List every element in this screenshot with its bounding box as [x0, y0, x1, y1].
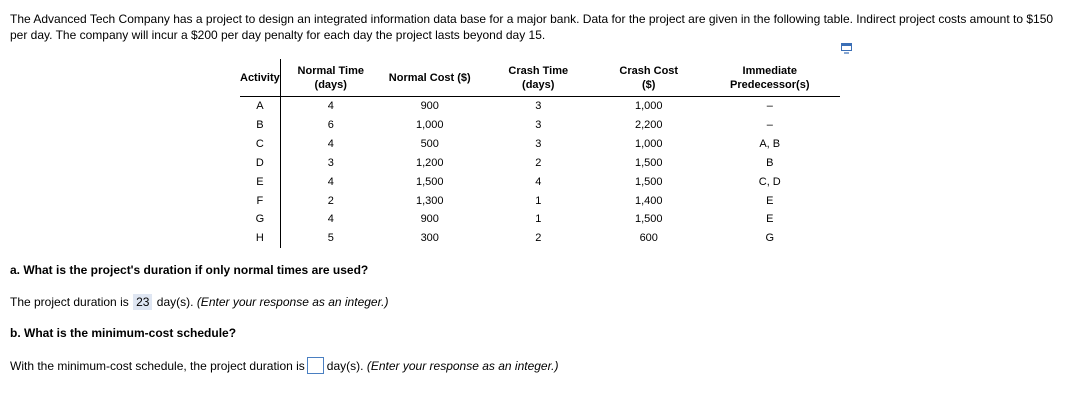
cell-crash-time: 1: [535, 213, 542, 226]
cell-crash-cost: 1,400: [634, 194, 663, 207]
problem-statement: The Advanced Tech Company has a project to design an integrated information data base for a major bank. Data for the project are given in the following table. Indirect project costs amount to $150 per day. The company will incur a $200 per day penalty for each day the project lasts beyond day 15.: [10, 12, 1054, 42]
table-row: [240, 116, 840, 135]
header-crash-cost: [598, 59, 700, 97]
cell-normal-time: 6: [327, 118, 334, 131]
cell-normal-cost: 300: [420, 232, 439, 245]
cell-crash-time: 3: [535, 137, 542, 150]
table-row: [240, 192, 840, 211]
question-b-answer-input[interactable]: [307, 357, 324, 374]
cell-normal-time: 4: [327, 100, 334, 112]
cell-predecessors: –: [766, 118, 773, 131]
cell-crash-cost: 1,500: [634, 175, 663, 188]
cell-crash-time: 1: [535, 194, 542, 207]
cell-normal-cost: 500: [420, 137, 439, 150]
cell-activity: E: [240, 173, 280, 192]
table-row: [240, 229, 840, 248]
cell-predecessors: A, B: [759, 137, 781, 150]
cell-activity: F: [240, 192, 280, 211]
table-body: [240, 97, 840, 249]
cell-normal-cost: 1,500: [415, 175, 444, 188]
question-b-prompt: b. What is the minimum-cost schedule?: [10, 326, 237, 340]
cell-crash-cost: 1,500: [634, 213, 663, 226]
cell-crash-time: 2: [535, 232, 542, 245]
question-a-hint: (Enter your response as an integer.): [196, 295, 389, 309]
cell-normal-time: 3: [327, 156, 334, 169]
project-data-table: [240, 59, 840, 248]
table-header-row: [240, 59, 840, 97]
cell-predecessors: E: [766, 194, 774, 207]
header-crash-cost-line1: Crash Cost: [619, 64, 679, 77]
question-b-prefix: With the minimum-cost schedule, the project duration is: [10, 359, 305, 373]
table-row: [240, 210, 840, 229]
question-a-suffix: day(s).: [156, 295, 194, 309]
cell-normal-time: 4: [327, 137, 334, 150]
cell-normal-cost: 1,200: [415, 156, 444, 169]
cell-crash-cost: 1,500: [634, 156, 663, 169]
header-normal-time-line1: Normal Time: [297, 64, 364, 77]
header-crash-cost-line2: ($): [642, 78, 656, 91]
cell-crash-time: 3: [535, 118, 542, 131]
header-normal-time-line2: (days): [314, 78, 347, 91]
header-predecessors-line1: Immediate: [742, 64, 797, 77]
cell-normal-cost: 900: [420, 213, 439, 226]
copy-table-icon[interactable]: [841, 43, 852, 54]
cell-crash-cost: 1,000: [634, 100, 663, 112]
cell-activity: D: [240, 154, 280, 173]
header-normal-cost: Normal Cost ($): [381, 59, 479, 97]
question-a-answer-line: [10, 294, 388, 310]
table-row: [240, 173, 840, 192]
cell-activity: B: [240, 116, 280, 135]
cell-normal-time: 5: [327, 232, 334, 245]
question-b-suffix: day(s).: [326, 359, 364, 373]
cell-normal-time: 2: [327, 194, 334, 207]
cell-activity: G: [240, 210, 280, 229]
cell-normal-cost: 1,300: [415, 194, 444, 207]
cell-normal-time: 4: [327, 213, 334, 226]
table-row: [240, 154, 840, 173]
cell-crash-cost: 600: [639, 232, 658, 245]
cell-predecessors: G: [765, 232, 775, 245]
cell-predecessors: E: [766, 213, 774, 226]
header-normal-time: [280, 59, 381, 97]
header-activity: Activity: [240, 59, 280, 97]
cell-predecessors: B: [766, 156, 774, 169]
cell-activity: H: [240, 229, 280, 248]
header-crash-time-line2: (days): [522, 78, 555, 91]
cell-crash-cost: 2,200: [634, 118, 663, 131]
cell-crash-time: 3: [535, 100, 542, 112]
header-predecessors: [700, 59, 840, 97]
cell-normal-time: 4: [327, 175, 334, 188]
cell-predecessors: C, D: [758, 175, 781, 188]
question-a-answer: 23: [133, 294, 152, 310]
cell-activity: A: [240, 97, 280, 116]
header-predecessors-line2: Predecessor(s): [730, 78, 810, 91]
cell-activity: C: [240, 135, 280, 154]
question-b-answer-line: [10, 357, 558, 374]
cell-crash-time: 2: [535, 156, 542, 169]
question-a-prefix: The project duration is: [10, 295, 129, 309]
cell-normal-cost: 900: [420, 100, 439, 112]
cell-predecessors: –: [766, 100, 773, 112]
header-crash-time: [479, 59, 598, 97]
header-crash-time-line1: Crash Time: [508, 64, 569, 77]
table-row: [240, 97, 840, 116]
question-a-prompt: a. What is the project's duration if only normal times are used?: [10, 263, 369, 277]
cell-crash-time: 4: [535, 175, 542, 188]
question-b-hint: (Enter your response as an integer.): [366, 359, 559, 373]
cell-normal-cost: 1,000: [415, 118, 444, 131]
cell-crash-cost: 1,000: [634, 137, 663, 150]
table-row: [240, 135, 840, 154]
